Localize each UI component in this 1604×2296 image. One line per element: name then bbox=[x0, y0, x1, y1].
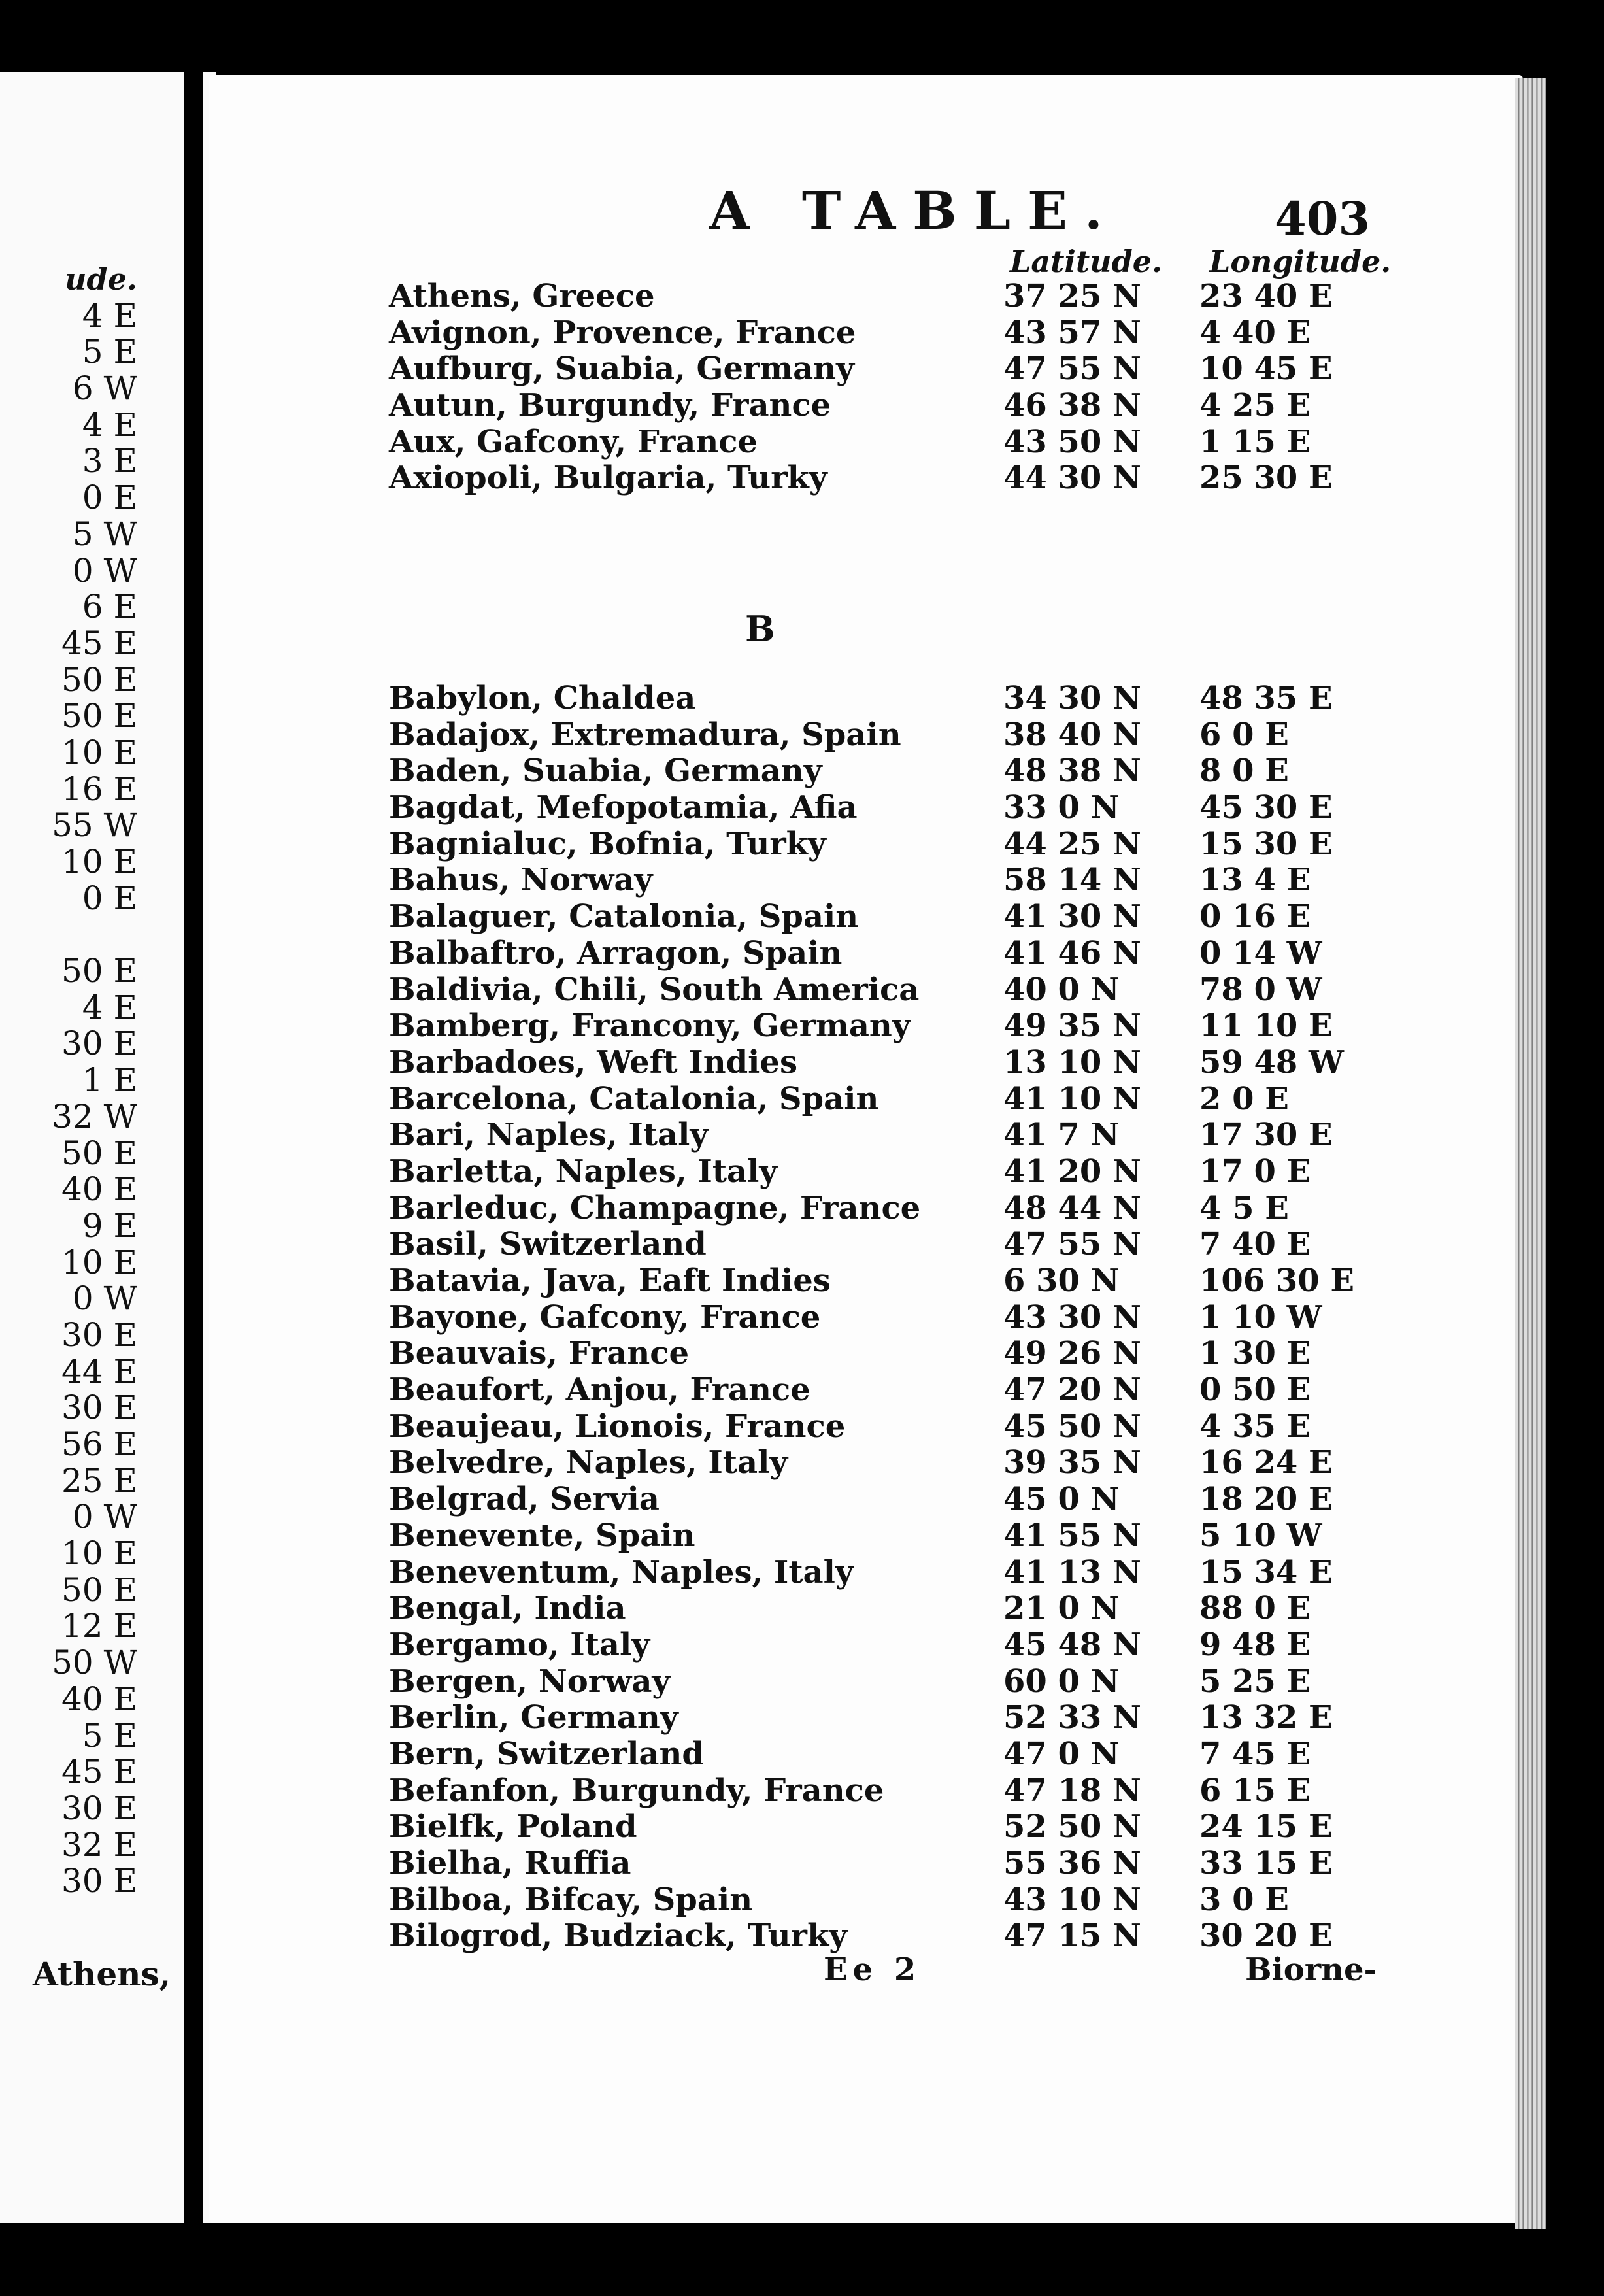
latitude-value: 44 30 N bbox=[1003, 460, 1141, 497]
longitude-value: 48 35 E bbox=[1199, 680, 1333, 717]
place-name: Bari, Naples, Italy bbox=[389, 1117, 709, 1154]
place-name: Athens, Greece bbox=[389, 278, 655, 314]
place-name: Bielha, Ruffia bbox=[389, 1845, 631, 1882]
place-name: Berlin, Germany bbox=[389, 1699, 678, 1736]
place-name: Bagnialuc, Bofnia, Turky bbox=[389, 825, 826, 862]
longitude-value: 17 0 E bbox=[1199, 1153, 1311, 1190]
place-name: Barletta, Naples, Italy bbox=[389, 1153, 778, 1190]
left-column-value: 10 E bbox=[61, 1534, 137, 1573]
left-column-value: 40 E bbox=[61, 1680, 137, 1718]
place-name: Belgrad, Servia bbox=[389, 1481, 660, 1518]
table-row bbox=[209, 1117, 1523, 1153]
table-row bbox=[209, 1699, 1523, 1736]
table-row bbox=[209, 387, 1523, 424]
left-column-value: 4 E bbox=[82, 988, 137, 1026]
longitude-value: 15 34 E bbox=[1199, 1553, 1333, 1591]
table-row bbox=[209, 1882, 1523, 1918]
latitude-value: 41 10 N bbox=[1003, 1080, 1141, 1117]
table-row bbox=[209, 1663, 1523, 1700]
left-column-value bbox=[0, 917, 137, 953]
longitude-value: 13 4 E bbox=[1199, 862, 1311, 899]
latitude-value: 48 44 N bbox=[1003, 1189, 1141, 1226]
place-name: Axiopoli, Bulgaria, Turky bbox=[389, 460, 827, 497]
table-row bbox=[209, 1044, 1523, 1081]
latitude-value: 37 25 N bbox=[1003, 278, 1141, 314]
longitude-value: 7 40 E bbox=[1199, 1226, 1311, 1263]
latitude-value: 41 7 N bbox=[1003, 1117, 1120, 1154]
place-name: Befanfon, Burgundy, France bbox=[389, 1772, 884, 1809]
left-column-header: ude. bbox=[65, 262, 137, 297]
left-column-value: 56 E bbox=[61, 1425, 137, 1463]
catchword: Biorne- bbox=[1245, 1951, 1377, 1988]
longitude-value: 10 45 E bbox=[1199, 350, 1333, 388]
longitude-value: 7 45 E bbox=[1199, 1735, 1311, 1772]
left-column-value: 40 E bbox=[61, 1170, 137, 1209]
place-name: Bahus, Norway bbox=[389, 862, 653, 899]
place-name: Balbaftro, Arragon, Spain bbox=[389, 934, 843, 971]
place-name: Baden, Suabia, Germany bbox=[389, 752, 822, 790]
longitude-value: 30 20 E bbox=[1199, 1917, 1333, 1955]
table-row bbox=[209, 935, 1523, 971]
table-row bbox=[209, 1081, 1523, 1117]
latitude-value: 47 18 N bbox=[1003, 1772, 1141, 1809]
latitude-value: 41 55 N bbox=[1003, 1517, 1141, 1554]
left-column-value: 30 E bbox=[61, 1389, 137, 1427]
place-name: Beaujeau, Lionois, France bbox=[389, 1408, 846, 1445]
longitude-value: 1 10 W bbox=[1199, 1298, 1322, 1336]
left-column-value: 30 E bbox=[61, 1862, 137, 1900]
latitude-value: 47 0 N bbox=[1003, 1735, 1120, 1772]
longitude-value: 16 24 E bbox=[1199, 1444, 1333, 1481]
table-row bbox=[209, 1481, 1523, 1517]
table-row bbox=[209, 1772, 1523, 1809]
left-column-value: 44 E bbox=[61, 1352, 137, 1391]
place-name: Babylon, Chaldea bbox=[389, 680, 696, 717]
place-name: Badajox, Extremadura, Spain bbox=[389, 716, 901, 753]
page-title: A TABLE. bbox=[709, 180, 1120, 241]
place-name: Avignon, Provence, France bbox=[389, 314, 856, 351]
latitude-value: 47 20 N bbox=[1003, 1372, 1141, 1409]
section-letter-b: B bbox=[745, 608, 775, 650]
table-row bbox=[209, 1226, 1523, 1262]
place-name: Bayone, Gafcony, France bbox=[389, 1298, 821, 1336]
latitude-value: 41 13 N bbox=[1003, 1553, 1141, 1591]
place-name: Bielfk, Poland bbox=[389, 1808, 637, 1846]
table-row bbox=[209, 1444, 1523, 1481]
table-row bbox=[209, 1736, 1523, 1772]
table-row bbox=[209, 752, 1523, 789]
place-name: Barleduc, Champagne, France bbox=[389, 1189, 921, 1226]
left-column-value: 45 E bbox=[61, 624, 137, 662]
page-number: 403 bbox=[1275, 192, 1371, 246]
table-row bbox=[209, 1408, 1523, 1445]
table-row bbox=[209, 1590, 1523, 1627]
latitude-value: 43 30 N bbox=[1003, 1298, 1141, 1336]
longitude-value: 3 0 E bbox=[1199, 1881, 1289, 1918]
longitude-value: 45 30 E bbox=[1199, 789, 1333, 826]
latitude-value: 41 20 N bbox=[1003, 1153, 1141, 1190]
left-column-value: 0 W bbox=[72, 1279, 137, 1318]
latitude-value: 46 38 N bbox=[1003, 387, 1141, 424]
left-column-value: 30 E bbox=[61, 1315, 137, 1354]
longitude-value: 1 15 E bbox=[1199, 423, 1311, 460]
latitude-value: 43 10 N bbox=[1003, 1881, 1141, 1918]
left-column-value: 50 E bbox=[61, 660, 137, 699]
left-column-value: 45 E bbox=[61, 1753, 137, 1791]
place-name: Basil, Switzerland bbox=[389, 1226, 707, 1263]
longitude-value: 106 30 E bbox=[1199, 1262, 1354, 1299]
longitude-header: Longitude. bbox=[1209, 244, 1392, 279]
left-column-value: 50 E bbox=[61, 952, 137, 990]
longitude-value: 13 32 E bbox=[1199, 1699, 1333, 1736]
longitude-value: 88 0 E bbox=[1199, 1590, 1311, 1627]
place-name: Bergamo, Italy bbox=[389, 1626, 650, 1663]
longitude-value: 4 40 E bbox=[1199, 314, 1311, 351]
left-column-value: 32 W bbox=[52, 1097, 137, 1136]
latitude-value: 21 0 N bbox=[1003, 1590, 1120, 1627]
latitude-value: 6 30 N bbox=[1003, 1262, 1120, 1299]
table-row bbox=[209, 789, 1523, 826]
place-name: Aufburg, Suabia, Germany bbox=[389, 350, 855, 388]
left-column-value: 10 E bbox=[61, 733, 137, 771]
latitude-value: 13 10 N bbox=[1003, 1043, 1141, 1081]
latitude-value: 44 25 N bbox=[1003, 825, 1141, 862]
table-row bbox=[209, 1845, 1523, 1882]
latitude-value: 45 50 N bbox=[1003, 1408, 1141, 1445]
place-name: Bagdat, Mefopotamia, Afia bbox=[389, 789, 858, 826]
place-name: Batavia, Java, Eaft Indies bbox=[389, 1262, 831, 1299]
place-name: Bengal, India bbox=[389, 1590, 626, 1627]
longitude-value: 17 30 E bbox=[1199, 1117, 1333, 1154]
longitude-value: 9 48 E bbox=[1199, 1626, 1311, 1663]
latitude-value: 52 33 N bbox=[1003, 1699, 1141, 1736]
latitude-value: 47 55 N bbox=[1003, 350, 1141, 388]
place-name: Bilogrod, Budziack, Turky bbox=[389, 1917, 848, 1955]
latitude-value: 58 14 N bbox=[1003, 862, 1141, 899]
longitude-value: 0 16 E bbox=[1199, 898, 1311, 936]
latitude-value: 49 35 N bbox=[1003, 1007, 1141, 1045]
latitude-value: 33 0 N bbox=[1003, 789, 1120, 826]
left-column-value: 6 W bbox=[72, 369, 137, 408]
table-row bbox=[209, 1917, 1523, 1954]
left-column-value: 0 W bbox=[72, 1498, 137, 1536]
table-row bbox=[209, 1808, 1523, 1845]
latitude-value: 43 50 N bbox=[1003, 423, 1141, 460]
longitude-value: 24 15 E bbox=[1199, 1808, 1333, 1846]
left-column-value: 0 W bbox=[72, 551, 137, 590]
place-name: Aux, Gafcony, France bbox=[389, 423, 758, 460]
table-row bbox=[209, 971, 1523, 1008]
longitude-value: 5 25 E bbox=[1199, 1663, 1311, 1700]
table-row bbox=[209, 826, 1523, 862]
place-name: Bilboa, Bifcay, Spain bbox=[389, 1881, 753, 1918]
latitude-value: 52 50 N bbox=[1003, 1808, 1141, 1846]
left-column-value: 5 E bbox=[82, 1716, 137, 1755]
longitude-value: 23 40 E bbox=[1199, 278, 1333, 314]
table-row bbox=[209, 1335, 1523, 1372]
longitude-value: 4 35 E bbox=[1199, 1408, 1311, 1445]
left-column-value: 30 E bbox=[61, 1024, 137, 1063]
left-page-catchword: Athens, bbox=[33, 1955, 171, 1993]
table-row bbox=[209, 314, 1523, 351]
left-column-value: 4 E bbox=[82, 405, 137, 444]
longitude-value: 11 10 E bbox=[1199, 1007, 1333, 1045]
longitude-value: 4 25 E bbox=[1199, 387, 1311, 424]
place-name: Beaufort, Anjou, France bbox=[389, 1372, 810, 1409]
longitude-value: 2 0 E bbox=[1199, 1080, 1289, 1117]
place-name: Beneventum, Naples, Italy bbox=[389, 1553, 854, 1591]
table-row bbox=[209, 1262, 1523, 1299]
left-column-value: 50 E bbox=[61, 1570, 137, 1609]
left-column-value: 25 E bbox=[61, 1461, 137, 1500]
longitude-value: 6 0 E bbox=[1199, 716, 1289, 753]
longitude-value: 0 14 W bbox=[1199, 934, 1322, 971]
left-column-value: 50 W bbox=[52, 1644, 137, 1682]
table-row bbox=[209, 350, 1523, 387]
latitude-value: 41 30 N bbox=[1003, 898, 1141, 936]
table-row bbox=[209, 680, 1523, 717]
page-403 bbox=[209, 75, 1523, 2223]
page-edges bbox=[1515, 78, 1546, 2229]
left-column-value: 0 E bbox=[82, 879, 137, 917]
table-row bbox=[209, 1554, 1523, 1591]
left-column-value: 3 E bbox=[82, 442, 137, 481]
left-column-value: 50 E bbox=[61, 697, 137, 735]
longitude-value: 4 5 E bbox=[1199, 1189, 1289, 1226]
left-column-value: 30 E bbox=[61, 1789, 137, 1827]
left-page-longitude-column bbox=[0, 262, 137, 1900]
latitude-value: 47 15 N bbox=[1003, 1917, 1141, 1955]
place-name: Bergen, Norway bbox=[389, 1663, 671, 1700]
left-column-value: 10 E bbox=[61, 1243, 137, 1281]
place-name: Balaguer, Catalonia, Spain bbox=[389, 898, 859, 936]
place-name: Autun, Burgundy, France bbox=[389, 387, 831, 424]
signature-mark: Ee 2 bbox=[824, 1951, 922, 1988]
longitude-value: 5 10 W bbox=[1199, 1517, 1322, 1554]
left-column-value: 1 E bbox=[82, 1061, 137, 1100]
longitude-value: 59 48 W bbox=[1199, 1043, 1344, 1081]
left-column-value: 10 E bbox=[61, 843, 137, 881]
latitude-value: 39 35 N bbox=[1003, 1444, 1141, 1481]
longitude-value: 78 0 W bbox=[1199, 971, 1322, 1008]
place-name: Bern, Switzerland bbox=[389, 1735, 704, 1772]
latitude-value: 43 57 N bbox=[1003, 314, 1141, 351]
table-row bbox=[209, 1299, 1523, 1336]
left-column-value: 6 E bbox=[82, 588, 137, 626]
left-column-value: 16 E bbox=[61, 769, 137, 808]
table-row bbox=[209, 1517, 1523, 1554]
book-gutter bbox=[184, 72, 203, 2229]
longitude-value: 33 15 E bbox=[1199, 1845, 1333, 1882]
table-row bbox=[209, 1372, 1523, 1408]
place-name: Beauvais, France bbox=[389, 1335, 690, 1372]
place-name: Benevente, Spain bbox=[389, 1517, 695, 1554]
latitude-header: Latitude. bbox=[1010, 244, 1163, 279]
facing-page-left bbox=[0, 72, 216, 2223]
latitude-value: 38 40 N bbox=[1003, 716, 1141, 753]
left-column-value: 9 E bbox=[82, 1206, 137, 1245]
left-column-value: 32 E bbox=[61, 1825, 137, 1864]
table-row bbox=[209, 424, 1523, 460]
table-row bbox=[209, 460, 1523, 496]
place-name: Belvedre, Naples, Italy bbox=[389, 1444, 788, 1481]
section-a-table bbox=[209, 278, 1523, 496]
left-column-value: 4 E bbox=[82, 296, 137, 335]
latitude-value: 49 26 N bbox=[1003, 1335, 1141, 1372]
left-column-value: 55 W bbox=[52, 806, 137, 845]
latitude-value: 40 0 N bbox=[1003, 971, 1120, 1008]
latitude-value: 55 36 N bbox=[1003, 1845, 1141, 1882]
table-row bbox=[209, 1153, 1523, 1190]
table-row bbox=[209, 1007, 1523, 1044]
table-row bbox=[209, 862, 1523, 898]
section-b-table bbox=[209, 680, 1523, 1954]
longitude-value: 8 0 E bbox=[1199, 752, 1289, 790]
left-column-value: 5 E bbox=[82, 333, 137, 371]
left-column-value: 5 W bbox=[72, 515, 137, 553]
place-name: Baldivia, Chili, South America bbox=[389, 971, 920, 1008]
place-name: Barbadoes, Weft Indies bbox=[389, 1043, 797, 1081]
left-column-value: 50 E bbox=[61, 1134, 137, 1172]
longitude-value: 25 30 E bbox=[1199, 460, 1333, 497]
left-column-value: 0 E bbox=[82, 479, 137, 517]
place-name: Barcelona, Catalonia, Spain bbox=[389, 1080, 879, 1117]
latitude-value: 34 30 N bbox=[1003, 680, 1141, 717]
latitude-value: 41 46 N bbox=[1003, 934, 1141, 971]
latitude-value: 45 48 N bbox=[1003, 1626, 1141, 1663]
latitude-value: 60 0 N bbox=[1003, 1663, 1120, 1700]
longitude-value: 18 20 E bbox=[1199, 1481, 1333, 1518]
longitude-value: 6 15 E bbox=[1199, 1772, 1311, 1809]
place-name: Bamberg, Francony, Germany bbox=[389, 1007, 911, 1045]
longitude-value: 0 50 E bbox=[1199, 1372, 1311, 1409]
latitude-value: 47 55 N bbox=[1003, 1226, 1141, 1263]
table-row bbox=[209, 278, 1523, 314]
left-column-value: 12 E bbox=[61, 1607, 137, 1646]
latitude-value: 48 38 N bbox=[1003, 752, 1141, 790]
table-row bbox=[209, 717, 1523, 753]
table-row bbox=[209, 898, 1523, 935]
table-row bbox=[209, 1190, 1523, 1226]
longitude-value: 15 30 E bbox=[1199, 825, 1333, 862]
table-row bbox=[209, 1627, 1523, 1663]
longitude-value: 1 30 E bbox=[1199, 1335, 1311, 1372]
latitude-value: 45 0 N bbox=[1003, 1481, 1120, 1518]
